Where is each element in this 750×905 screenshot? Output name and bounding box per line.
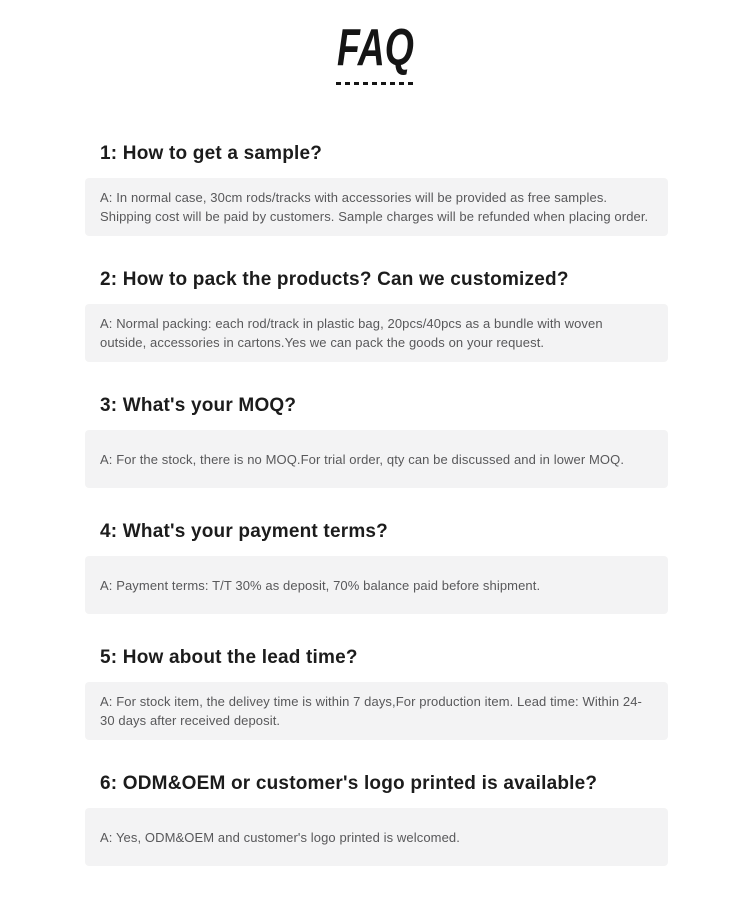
faq-answer-text-5: A: For stock item, the delivey time is within 7 days,For production item. Lead time: Within 24-30 days after received deposit.	[100, 694, 642, 728]
faq-answer-box-3	[85, 430, 668, 488]
faq-item-1	[85, 143, 668, 236]
faq-question-2: 2: How to pack the products? Can we customized?	[100, 269, 569, 290]
faq-question-5: 5: How about the lead time?	[100, 647, 358, 668]
faq-list	[85, 143, 668, 866]
title-dashed-underline	[336, 82, 414, 85]
faq-item-4	[85, 521, 668, 614]
faq-answer-text-6: A: Yes, ODM&OEM and customer's logo printed is welcomed.	[100, 829, 460, 845]
faq-answer-text-2: A: Normal packing: each rod/track in plastic bag, 20pcs/40pcs as a bundle with woven outside, accessories in cartons.Yes we can pack the goods on your request.	[100, 316, 603, 350]
faq-header	[0, 0, 750, 85]
faq-question-4: 4: What's your payment terms?	[100, 521, 388, 542]
faq-item-3	[85, 395, 668, 488]
faq-answer-text-1: A: In normal case, 30cm rods/tracks with accessories will be provided as free samples. Shipping cost will be paid by customers. Sample charges will be refunded when placing order.	[100, 190, 649, 224]
faq-question-3: 3: What's your MOQ?	[100, 395, 297, 416]
faq-answer-text-3: A: For the stock, there is no MOQ.For trial order, qty can be discussed and in lower MOQ.	[100, 451, 625, 467]
faq-answer-text-4: A: Payment terms: T/T 30% as deposit, 70% balance paid before shipment.	[100, 577, 541, 593]
faq-item-5	[85, 647, 668, 740]
faq-answer-box-1	[85, 178, 668, 236]
faq-answer-box-6	[85, 808, 668, 866]
faq-item-2	[85, 269, 668, 362]
faq-item-6	[85, 773, 668, 866]
faq-answer-box-4	[85, 556, 668, 614]
page-title: FAQ	[336, 19, 414, 77]
faq-answer-box-2	[85, 304, 668, 362]
faq-question-1: 1: How to get a sample?	[100, 143, 323, 164]
faq-question-6: 6: ODM&OEM or customer's logo printed is available?	[100, 773, 598, 794]
faq-answer-box-5	[85, 682, 668, 740]
